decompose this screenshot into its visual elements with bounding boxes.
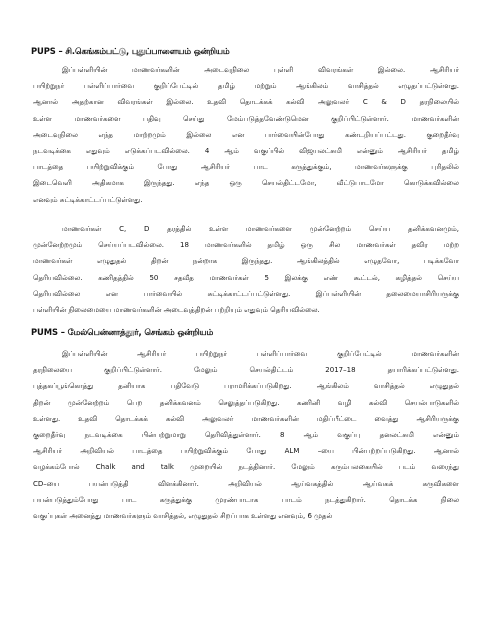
section-heading-pups: PUPS – சி.கெங்கம்பட்டு, புதுப்பாளையம் ஒன்றியம் [31,46,230,56]
text-line: மாணவர்கள் C, D தரத்தில் உள்ள மாணவர்களை முன்னேற்றம் செய்ய தனிக்கவனமும், [62,225,459,233]
text-line: திறன் முன்னேற்றம் பெற தனிக்கவனம் செலுத்தப்படுகிறது. கணினி வழி கல்வி செயல்பாடுகளில் [33,398,459,407]
text-line: குறைதீர்வு நடவடிக்கை பின்பற்றுமாறு தெரிவித்துள்ளார். 8 ஆம் வகுப்பு தனலட்சுமி என்னும் [33,431,459,440]
text-line: தரநிலையை குறிப்பிட்டுள்ளார். மேலும் செயல்திட்டம் 2017–18 தயாரிக்கப்பட்டுள்ளது. [33,366,459,375]
text-line: ஆசிரியர் அறிவியல் பாடத்தை பயிற்றுவிக்கும் போது ALM –யை பின்பற்றப்படுகிறது. ஆனால் [33,447,459,456]
text-line: தெரியவில்லை என பார்வையில் சுட்டிக்காட்டப்பட்டுள்ளது. இப்பள்ளியின் தலைமையாசிரியருக்கு [33,289,459,298]
section-heading-pums: PUMS – மேல்பென்னாத்தூர், செங்கம் ஒன்றியம் [31,327,214,337]
text-line: மாணவர்கள் எழுதுதல் திறன் நன்றாக இருந்தது. ஆங்கிலத்தில் எழுதவோ, படிக்கவோ [33,257,459,266]
text-line: முன்னேற்றமும் செய்யப்படவில்லை. 18 மாணவர்களில் தமிழ் ஒரு சில மாணவர்கள் தவிர மற்ற [33,241,459,250]
text-line: இப்பள்ளியின் மாணவர்களின் அடைவுநிலை புள்ளி விவரங்கள் இல்லை. ஆசிரியர் [62,66,459,74]
text-line: வகுப்புகள் அனைத்து மாணவர்களும் வாசித்தல், எழுதுதல் சிறப்பாக உள்ளது எனவும், 6 முதல் [33,512,333,521]
text-line: ஆனால் அதற்கான விவரங்கள் இல்லை. உதவி தொடக்கக் கல்வி அலுவலர் C & D தரநிலையில் [33,98,459,107]
text-line: புத்தகப்பூங்கொத்து தனியாக பதிவேடு பராமரிக்கப்படுகிறது. ஆங்கிலம் வாசித்தல் எழுதுதல் [33,382,459,391]
text-line: வழக்கம்போல் Chalk and talk முறையில் நடத்தினார். மேலும் கரும்பலகையில் படம் வரைந்து [33,463,459,472]
text-line: CD–யை பயன்படுத்தி விளக்கினார். அறிவியல் ஆய்வகத்தில் ஆய்வகக் கருவிகளை [33,479,459,488]
text-line: உள்ள மாணவர்களை பதிவு செய்து மேம்படுத்தவேண்டுமென குறிப்பிட்டுள்ளார். மாணவர்களின் [33,114,459,123]
section1-paragraph-2 [33,221,459,318]
text-line: தெரியவில்லை. கணிதத்தில் 50 சதவீத மாணவர்கள் 5 இலக்கு எண் கூட்டல், கழித்தல் செய்ய [33,273,459,282]
section1-paragraph-1 [33,62,459,208]
text-line: பள்ளியின் நிலைமையை மாணவர்களின் அடைவுத்திறன் பற்றியும் எதுவும் தெரியவில்லை. [33,306,320,315]
text-line: இடைவெளி அதிகமாக இருந்தது. எந்த ஒரு செயல்திட்டமோ, வீட்டுபாடமோ கொடுக்கவில்லை [33,179,459,188]
text-line: பாடத்தை பயிற்றுவிக்கும் போது ஆசிரியர் பாட கருத்துக்கும், மாணவர்களுக்கு புரிதலில் [33,163,459,172]
section2-paragraph-1 [33,346,459,524]
text-line: அடைவுநிலை எந்த மாற்றமும் இல்லை என பார்வையின்போது கண்டறியப்பட்டது. குறைதீர்வு [33,130,459,139]
text-line: உள்ளது. உதவி தொடக்கக் கல்வி அலுவலர் மாணவர்களின் மதிப்பீட்டை வைத்து ஆசிரியருக்கு [33,414,459,423]
text-line: பயன்படுத்தும்போது பாட கருத்துக்கு முரண்பாடாக பாடம் நடத்துகிறார். தொடக்க நிலை [33,495,459,504]
text-line: இப்பள்ளியின் ஆசிரியர் பயிற்றுநர் பள்ளிப்பார்வை குறிப்பேட்டில் மாணவர்களின் [62,350,459,358]
text-line: பயிற்றுநர் பள்ளிப்பார்வை குறிப்பேட்டில் தமிழ் மற்றும் ஆங்கிலம் வாசித்தல் எழுதப்பட்டுள்ளது. [33,82,459,91]
text-line: எனவும் சுட்டிக்காட்டப்பட்டுள்ளது. [33,195,143,204]
text-line: நடவடிக்கை எதுவும் எடுக்கப்படவில்லை. 4 ஆம் வகுப்பில் விஜயலட்சுமி என்னும் ஆசிரியர் தமிழ் [33,147,459,156]
